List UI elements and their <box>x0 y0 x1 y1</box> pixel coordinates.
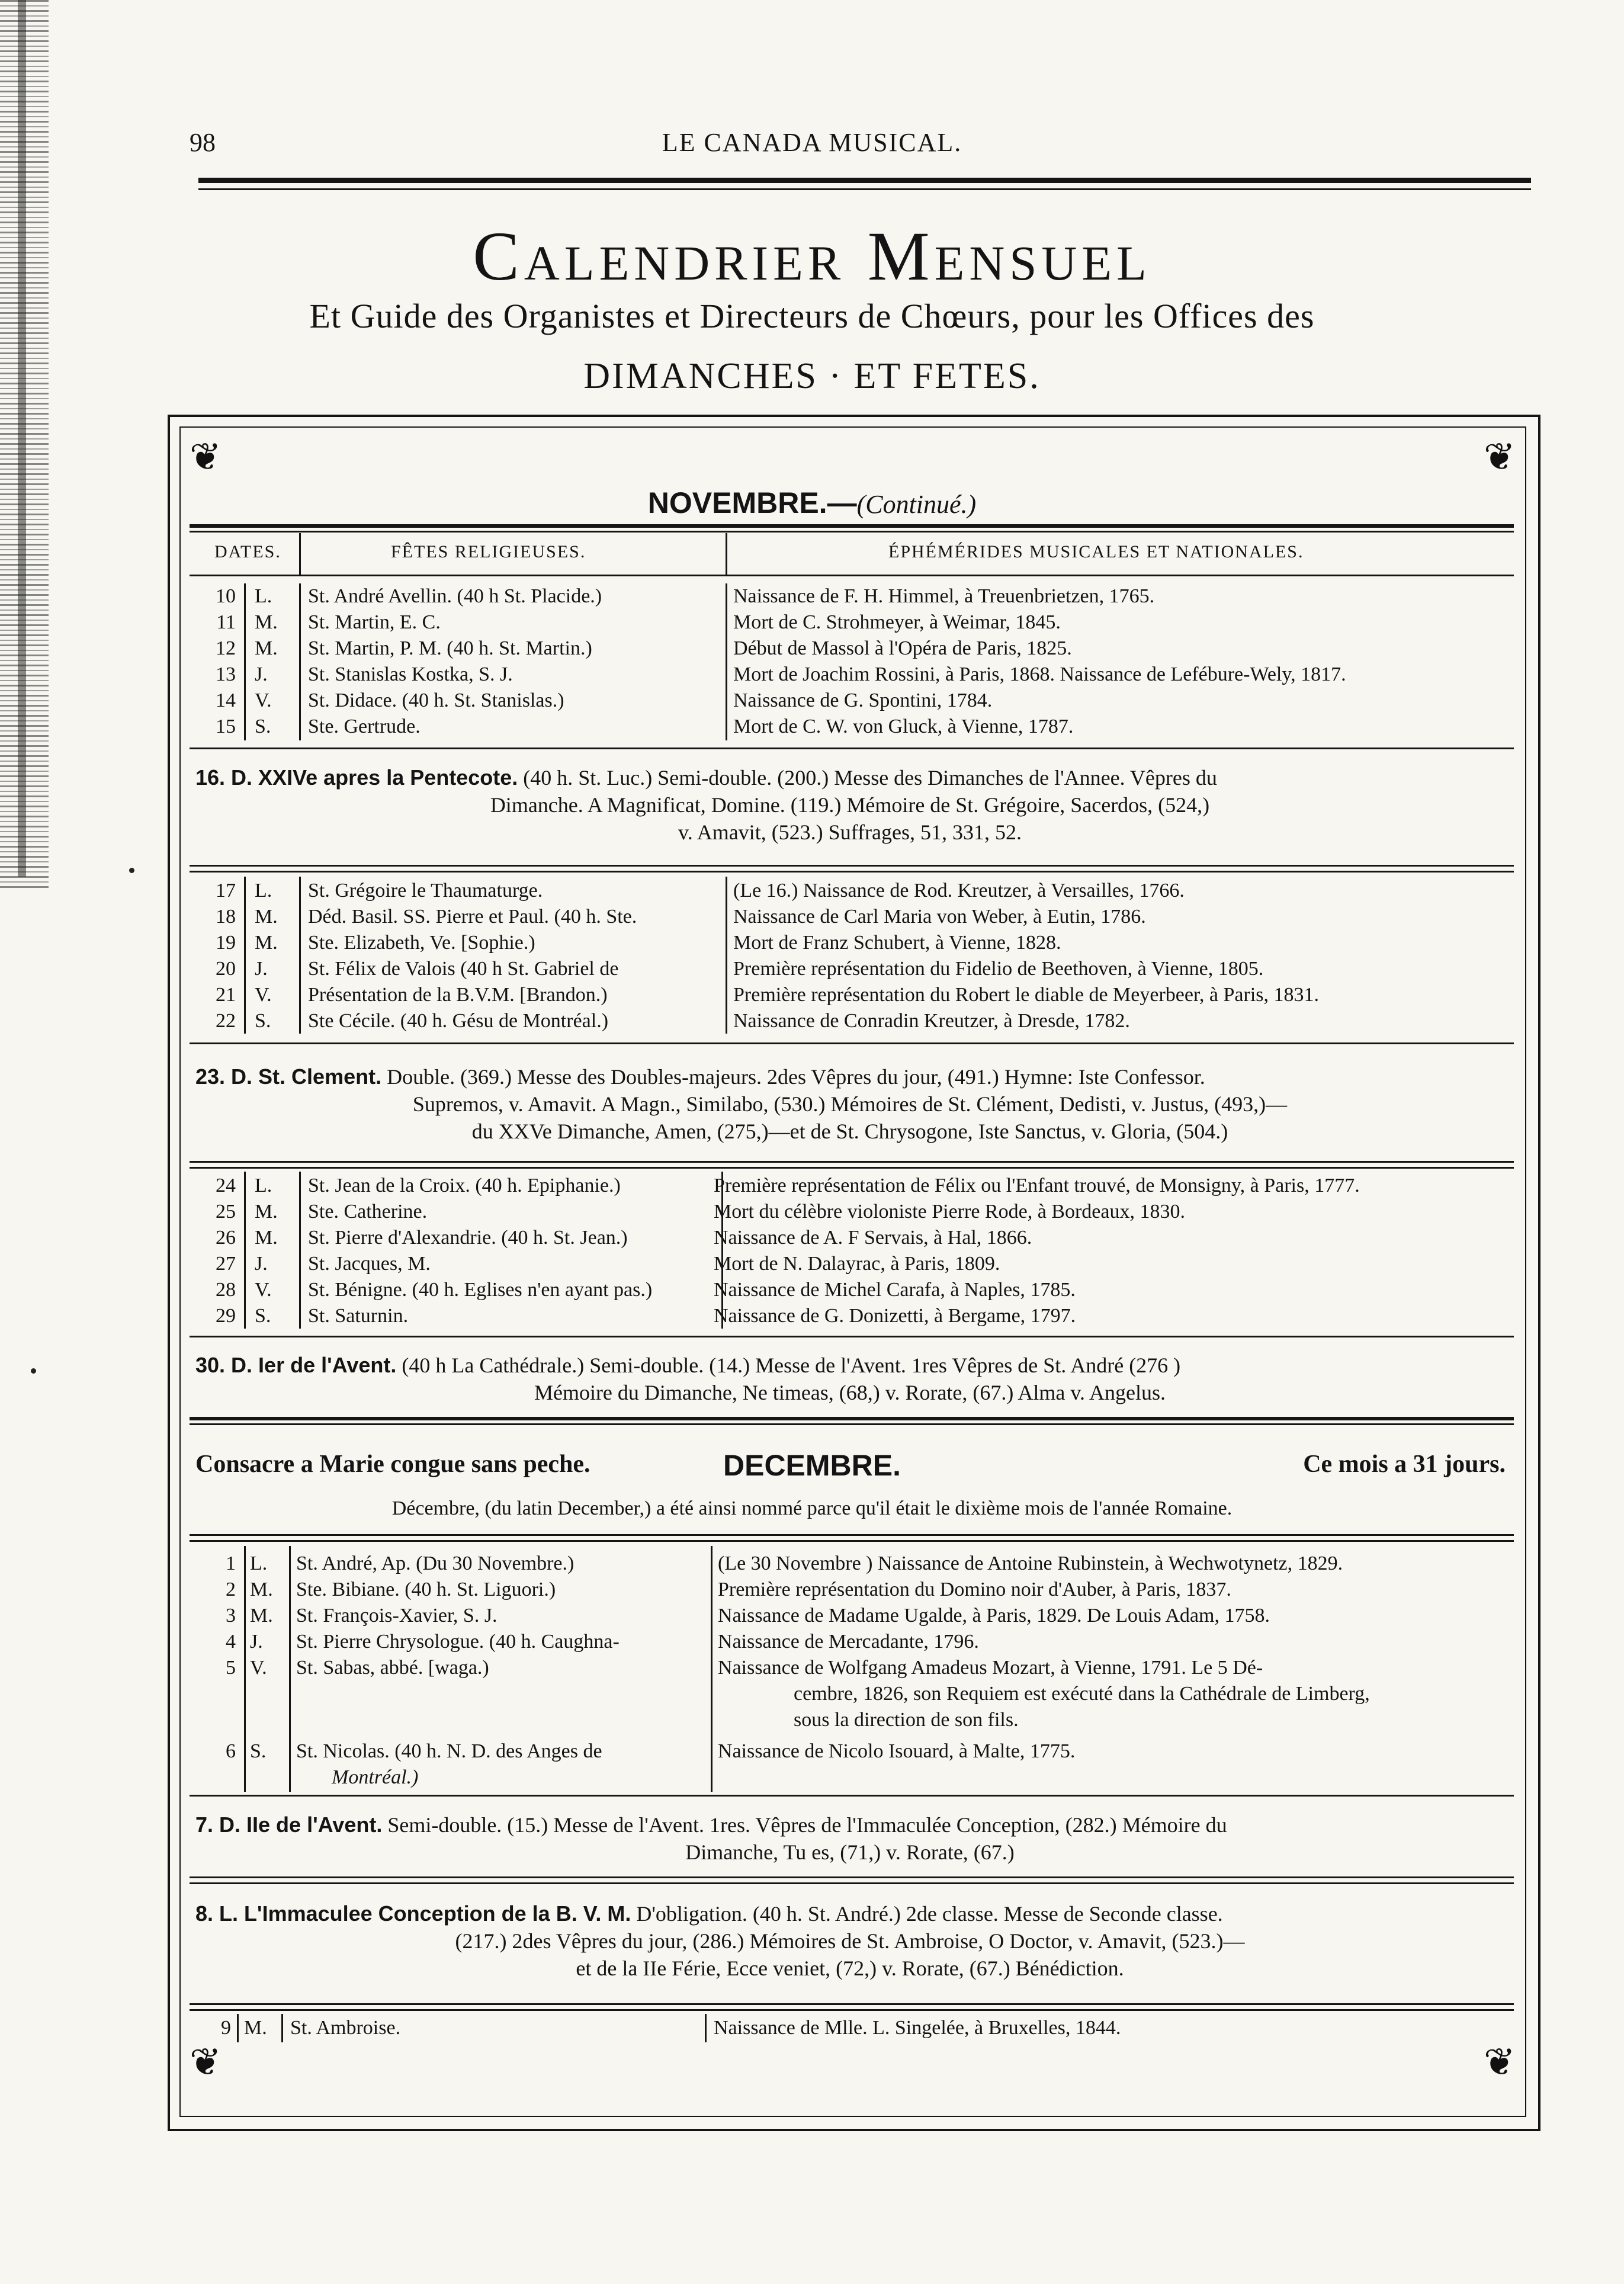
day-number: 29 <box>216 1305 236 1327</box>
sunday-entry-16 <box>195 764 1504 846</box>
day-number: 12 <box>216 637 236 659</box>
december-dedication: Consacre a Marie congue sans peche. <box>195 1451 590 1478</box>
calendar-row <box>0 930 1624 956</box>
weekday: M. <box>255 906 278 928</box>
sunday-entry-23 <box>195 1063 1504 1145</box>
feast: St. Pierre Chrysologue. (40 h. Caughna- <box>296 1631 620 1653</box>
ephemeris: Naissance de F. H. Himmel, à Treuenbrietzen, 1765. <box>733 585 1155 607</box>
calendar-row <box>0 583 1624 610</box>
page-subtitle: Et Guide des Organistes et Directeurs de Chœurs, pour les Offices des <box>309 297 1315 335</box>
day-number: 18 <box>216 906 236 928</box>
weekday: J. <box>255 1253 268 1275</box>
day-number: 10 <box>216 585 236 607</box>
weekday: L. <box>255 1175 272 1196</box>
day-number: 15 <box>216 716 236 737</box>
header-rule <box>198 178 1531 183</box>
ephemeris: Mort du célèbre violoniste Pierre Rode, à Bordeaux, 1830. <box>714 1201 1185 1223</box>
december-intro: Décembre, (du latin December,) a été ainsi nommé parce qu'il était le dixième mois de l'année Romaine. <box>391 1497 1233 1519</box>
calendar-row <box>0 1008 1624 1034</box>
ephemeris: Naissance de A. F Servais, à Hal, 1866. <box>714 1227 1032 1249</box>
day-number: 1 <box>226 1552 236 1574</box>
weekday: S. <box>255 1305 271 1327</box>
feast: St. Saturnin. <box>308 1305 409 1327</box>
feast: Ste. Catherine. <box>308 1201 428 1223</box>
weekday: V. <box>255 984 272 1006</box>
calendar-row <box>0 714 1624 740</box>
entry-text: Dimanche. A Magnificat, Domine. (119.) Mémoire de St. Grégoire, Sacerdos, (524,) <box>490 793 1210 817</box>
calendar-row <box>0 878 1624 904</box>
day-number: 14 <box>216 689 236 711</box>
calendar-row <box>0 2015 1624 2041</box>
feast: Ste. Elizabeth, Ve. [Sophie.) <box>308 932 535 954</box>
month-days-note: Ce mois a 31 jours. <box>1303 1451 1506 1478</box>
entry-lead: 30. D. Ier de l'Avent. <box>195 1353 397 1377</box>
calendar-row <box>0 956 1624 982</box>
feast: St. Stanislas Kostka, S. J. <box>308 663 513 685</box>
calendar-row <box>0 1277 1624 1303</box>
ephemeris: Mort de Franz Schubert, à Vienne, 1828. <box>733 932 1061 954</box>
feast: St. Didace. (40 h. St. Stanislas.) <box>308 689 564 711</box>
weekday: M. <box>255 932 278 954</box>
entry-lead: 8. L. L'Immaculee Conception de la B. V. M. <box>195 1901 631 1926</box>
weekday: L. <box>250 1552 268 1574</box>
feast: Déd. Basil. SS. Pierre et Paul. (40 h. Ste. <box>308 906 637 928</box>
ephemeris-continuation: sous la direction de son fils. <box>794 1709 1019 1731</box>
calendar-row <box>0 1577 1624 1603</box>
rule <box>190 865 1514 867</box>
entry-text: Supremos, v. Amavit. A Magn., Similabo, (530.) Mémoires de St. Clément, Dedisti, v. Justus, (493,)— <box>412 1092 1288 1116</box>
ephemeris: Naissance de Madame Ugalde, à Paris, 1829. De Louis Adam, 1758. <box>718 1605 1270 1627</box>
rule <box>190 748 1514 749</box>
calendar-row <box>0 1738 1624 1765</box>
entry-text: Mémoire du Dimanche, Ne timeas, (68,) v. Rorate, (67.) Alma v. Angelus. <box>534 1381 1166 1404</box>
feast: St. Sabas, abbé. [waga.) <box>296 1657 489 1679</box>
day-number: 6 <box>226 1740 236 1762</box>
entry-lead: 23. D. St. Clement. <box>195 1064 382 1089</box>
ephemeris: Naissance de Carl Maria von Weber, à Eutin, 1786. <box>733 906 1146 928</box>
rule <box>190 1882 1514 1884</box>
ephemeris: Naissance de Mlle. L. Singelée, à Bruxelles, 1844. <box>714 2017 1121 2039</box>
weekday: L. <box>255 585 272 607</box>
feast: St. Martin, E. C. <box>308 611 441 633</box>
rule <box>190 1540 1514 1542</box>
rule <box>190 531 1514 532</box>
day-number: 22 <box>216 1010 236 1032</box>
day-number: 26 <box>216 1227 236 1249</box>
entry-text: et de la IIe Férie, Ecce veniet, (72,) v. Rorate, (67.) Bénédiction. <box>576 1956 1124 1980</box>
page-subtitle-2: DIMANCHES · ET FETES. <box>583 356 1041 396</box>
entry-text: (40 h La Cathédrale.) Semi-double. (14.) Messe de l'Avent. 1res Vêpres de St. André (276 ) <box>402 1353 1181 1377</box>
rule <box>190 871 1514 872</box>
calendar-row <box>0 982 1624 1008</box>
feast: St. André Avellin. (40 h St. Placide.) <box>308 585 602 607</box>
rule <box>190 1161 1514 1163</box>
weekday: V. <box>255 1279 272 1301</box>
calendar-row <box>0 1173 1624 1199</box>
ephemeris: Mort de Joachim Rossini, à Paris, 1868. Naissance de Lefébure-Wely, 1817. <box>733 663 1346 685</box>
feast: St. Ambroise. <box>290 2017 401 2039</box>
day-number: 3 <box>226 1605 236 1627</box>
entry-lead: 7. D. IIe de l'Avent. <box>195 1813 383 1837</box>
rule <box>190 1876 1514 1878</box>
feast: St. François-Xavier, S. J. <box>296 1605 498 1627</box>
rule <box>190 1336 1514 1337</box>
day-number: 27 <box>216 1253 236 1275</box>
calendar-row <box>0 1655 1624 1681</box>
rule <box>190 1423 1514 1425</box>
day-number: 28 <box>216 1279 236 1301</box>
corner-ornament-icon: ❦ <box>1484 2041 1516 2083</box>
day-number: 20 <box>216 958 236 980</box>
weekday: J. <box>250 1631 263 1653</box>
entry-lead: 16. D. XXIVe apres la Pentecote. <box>195 765 518 790</box>
day-number: 11 <box>216 611 236 633</box>
calendar-row <box>0 1603 1624 1629</box>
column-divider <box>299 533 301 575</box>
month-name: NOVEMBRE.— <box>647 486 857 519</box>
feast: St. Jacques, M. <box>308 1253 431 1275</box>
ephemeris: Naissance de Wolfgang Amadeus Mozart, à Vienne, 1791. Le 5 Dé- <box>718 1657 1263 1679</box>
ephemeris: Début de Massol à l'Opéra de Paris, 1825. <box>733 637 1072 659</box>
feast: St. André, Ap. (Du 30 Novembre.) <box>296 1552 575 1574</box>
column-header-fetes: FÊTES RELIGIEUSES. <box>391 542 586 562</box>
feast: St. Martin, P. M. (40 h. St. Martin.) <box>308 637 592 659</box>
day-number: 19 <box>216 932 236 954</box>
ephemeris: Mort de N. Dalayrac, à Paris, 1809. <box>714 1253 1000 1275</box>
ephemeris: Naissance de Nicolo Isouard, à Malte, 1775. <box>718 1740 1076 1762</box>
entry-text: v. Amavit, (523.) Suffrages, 51, 331, 52. <box>678 820 1022 844</box>
day-number: 21 <box>216 984 236 1006</box>
scan-speck <box>129 868 134 873</box>
calendar-row <box>0 636 1624 662</box>
ephemeris: Mort de C. Strohmeyer, à Weimar, 1845. <box>733 611 1061 633</box>
rule <box>190 1042 1514 1044</box>
month-heading-december: DECEMBRE. <box>723 1449 901 1482</box>
rule <box>190 524 1514 528</box>
feast: Ste. Gertrude. <box>308 716 421 737</box>
ephemeris: Naissance de G. Spontini, 1784. <box>733 689 993 711</box>
weekday: M. <box>250 1605 273 1627</box>
ephemeris: Naissance de Michel Carafa, à Naples, 1785. <box>714 1279 1076 1301</box>
day-number: 4 <box>226 1631 236 1653</box>
day-number: 25 <box>216 1201 236 1223</box>
page-title: Calendrier Mensuel <box>473 217 1151 295</box>
calendar-row <box>0 1199 1624 1225</box>
ephemeris: Première représentation du Domino noir d'Auber, à Paris, 1837. <box>718 1579 1231 1600</box>
rule <box>190 1417 1514 1420</box>
rule <box>190 575 1514 576</box>
header-rule <box>198 188 1531 190</box>
feast-continuation: Montréal.) <box>332 1766 419 1788</box>
calendar-row <box>0 904 1624 930</box>
weekday: M. <box>255 1227 278 1249</box>
day-number: 5 <box>226 1657 236 1679</box>
weekday: V. <box>250 1657 267 1679</box>
calendar-row <box>0 662 1624 688</box>
sunday-entry-7 <box>195 1811 1504 1866</box>
corner-ornament-icon: ❦ <box>1484 436 1516 478</box>
entry-text: Double. (369.) Messe des Doubles-majeurs. 2des Vêpres du jour, (491.) Hymne: Iste Confessor. <box>387 1065 1205 1089</box>
entry-text: Dimanche, Tu es, (71,) v. Rorate, (67.) <box>685 1840 1015 1864</box>
entry-text: (217.) 2des Vêpres du jour, (286.) Mémoires de St. Ambroise, O Doctor, v. Amavit, (523.)— <box>455 1929 1245 1953</box>
day-number: 24 <box>216 1175 236 1196</box>
weekday: M. <box>255 1201 278 1223</box>
scan-speck <box>31 1368 36 1374</box>
corner-ornament-icon: ❦ <box>190 2041 222 2083</box>
calendar-row <box>0 688 1624 714</box>
weekday: S. <box>250 1740 267 1762</box>
page-number: 98 <box>190 128 216 157</box>
weekday: M. <box>255 611 278 633</box>
entry-text: D'obligation. (40 h. St. André.) 2de classe. Messe de Seconde classe. <box>636 1902 1223 1926</box>
ephemeris-continuation: cembre, 1826, son Requiem est exécuté dans la Cathédrale de Limberg, <box>794 1683 1370 1705</box>
ephemeris: Naissance de G. Donizetti, à Bergame, 1797. <box>714 1305 1076 1327</box>
calendar-row <box>0 1225 1624 1251</box>
calendar-row <box>0 610 1624 636</box>
weekday: M. <box>255 637 278 659</box>
feast: St. Pierre d'Alexandrie. (40 h. St. Jean.) <box>308 1227 628 1249</box>
month-note: (Continué.) <box>856 490 977 519</box>
weekday: S. <box>255 716 271 737</box>
column-header-dates: DATES. <box>214 542 281 562</box>
rule <box>190 1167 1514 1169</box>
feast: St. Nicolas. (40 h. N. D. des Anges de <box>296 1740 602 1762</box>
ephemeris: Première représentation du Fidelio de Beethoven, à Vienne, 1805. <box>733 958 1264 980</box>
calendar-row <box>0 1629 1624 1655</box>
feast: Ste Cécile. (40 h. Gésu de Montréal.) <box>308 1010 609 1032</box>
feast: St. Grégoire le Thaumaturge. <box>308 880 543 902</box>
entry-text: Semi-double. (15.) Messe de l'Avent. 1res. Vêpres de l'Immaculée Conception, (282.) Mémoire du <box>387 1813 1227 1837</box>
entry-text: (40 h. St. Luc.) Semi-double. (200.) Messe des Dimanches de l'Annee. Vêpres du <box>523 766 1217 790</box>
feast: St. Jean de la Croix. (40 h. Epiphanie.) <box>308 1175 621 1196</box>
day-number: 17 <box>216 880 236 902</box>
feast: Ste. Bibiane. (40 h. St. Liguori.) <box>296 1579 556 1600</box>
weekday: J. <box>255 663 268 685</box>
weekday: V. <box>255 689 272 711</box>
day-number: 13 <box>216 663 236 685</box>
weekday: L. <box>255 880 272 902</box>
column-divider <box>726 533 727 575</box>
month-heading-november <box>0 486 1624 520</box>
ephemeris: Mort de C. W. von Gluck, à Vienne, 1787. <box>733 716 1074 737</box>
calendar-row <box>0 1551 1624 1577</box>
running-header: LE CANADA MUSICAL. <box>662 128 962 157</box>
rule <box>190 1534 1514 1536</box>
ephemeris: Naissance de Conradin Kreutzer, à Dresde, 1782. <box>733 1010 1130 1032</box>
ephemeris: Naissance de Mercadante, 1796. <box>718 1631 979 1653</box>
weekday: M. <box>244 2017 267 2039</box>
rule <box>190 1795 1514 1797</box>
rule <box>190 2003 1514 2005</box>
entry-text: du XXVe Dimanche, Amen, (275,)—et de St. Chrysogone, Iste Sanctus, v. Gloria, (504.) <box>471 1119 1228 1143</box>
weekday: J. <box>255 958 268 980</box>
feast: St. Félix de Valois (40 h St. Gabriel de <box>308 958 619 980</box>
rule <box>190 2009 1514 2011</box>
feast: Présentation de la B.V.M. [Brandon.) <box>308 984 608 1006</box>
day-number: 2 <box>226 1579 236 1600</box>
sunday-entry-30 <box>195 1352 1504 1406</box>
ephemeris: Première représentation de Félix ou l'Enfant trouvé, de Monsigny, à Paris, 1777. <box>714 1175 1360 1196</box>
feast-entry-8 <box>195 1900 1504 1982</box>
ephemeris: Première représentation du Robert le diable de Meyerbeer, à Paris, 1831. <box>733 984 1320 1006</box>
feast: St. Bénigne. (40 h. Eglises n'en ayant pas.) <box>308 1279 653 1301</box>
ephemeris: (Le 30 Novembre ) Naissance de Antoine Rubinstein, à Wechwotynetz, 1829. <box>718 1552 1343 1574</box>
corner-ornament-icon: ❦ <box>190 436 222 478</box>
ephemeris: (Le 16.) Naissance de Rod. Kreutzer, à Versailles, 1766. <box>733 880 1185 902</box>
column-header-ephemerides: ÉPHÉMÉRIDES MUSICALES ET NATIONALES. <box>888 542 1304 562</box>
weekday: S. <box>255 1010 271 1032</box>
calendar-row <box>0 1303 1624 1329</box>
calendar-row <box>0 1251 1624 1277</box>
weekday: M. <box>250 1579 273 1600</box>
day-number: 9 <box>221 2017 231 2039</box>
